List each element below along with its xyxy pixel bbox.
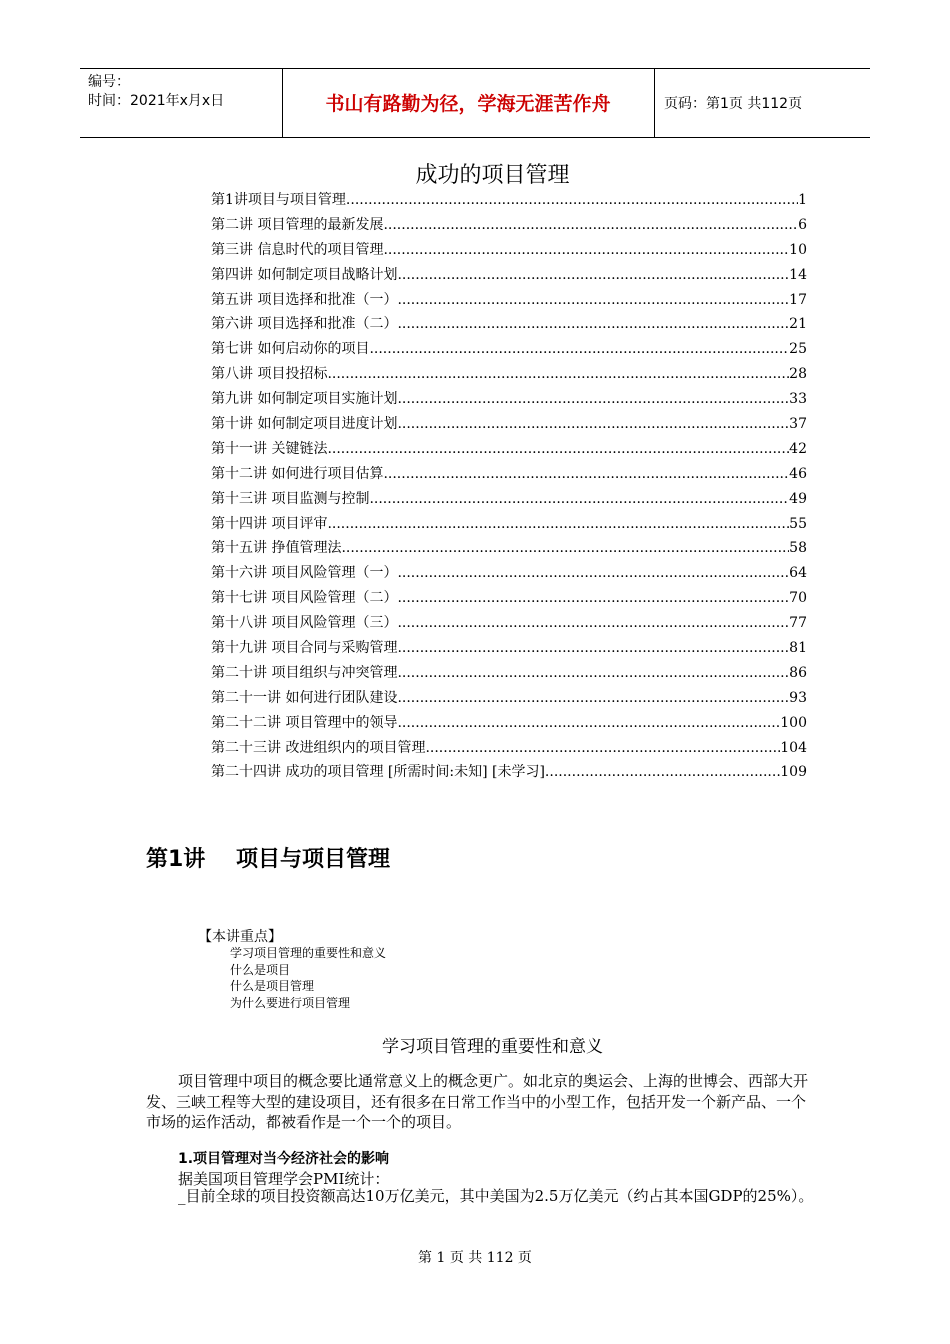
toc-entry[interactable] — [211, 437, 807, 462]
toc-leader-dots — [397, 561, 789, 586]
toc-entry[interactable] — [211, 337, 807, 362]
focus-label: 【本讲重点】 — [198, 929, 282, 945]
toc-leader-dots — [397, 611, 789, 636]
header-divider — [654, 69, 655, 137]
toc-entry-title: 第1讲项目与项目管理 — [211, 192, 346, 208]
toc-entry-page: 46 — [789, 465, 807, 482]
subsection-title: 1.项目管理对当今经济社会的影响 — [178, 1151, 390, 1167]
toc-entry-page: 37 — [789, 416, 807, 433]
body-line: 据美国项目管理学会PMI统计： — [178, 1170, 390, 1188]
toc-entry-title: 第十八讲 项目风险管理（三） — [211, 615, 398, 632]
toc-leader-dots — [397, 263, 789, 288]
toc-entry-page: 86 — [789, 664, 807, 681]
focus-item: 什么是项目管理 — [230, 979, 315, 993]
toc-leader-dots — [397, 387, 789, 412]
toc-entry[interactable] — [211, 760, 807, 785]
time-label: 时间：2021年x月x日 — [88, 93, 225, 109]
toc-entry-title: 第九讲 如何制定项目实施计划 — [211, 391, 398, 408]
intro-paragraph: 项目管理中项目的概念要比通常意义上的概念更广。如北京的奥运会、上海的世博会、西部大开发、三峡工程等大型的建设项目，还有很多在日常工作当中的小型工作，包括开发一个新产品、一个市场的运作活动，都被看作是一个一个的项目。 — [146, 1072, 809, 1131]
toc-leader-dots — [327, 362, 789, 387]
toc-leader-dots — [369, 487, 789, 512]
toc-entry-title: 第十七讲 项目风险管理（二） — [211, 590, 398, 607]
toc-entry-title: 第十三讲 项目监测与控制 — [211, 490, 370, 507]
toc-entry[interactable] — [211, 263, 807, 288]
toc-entry[interactable] — [211, 661, 807, 686]
toc-entry[interactable] — [211, 536, 807, 561]
toc-entry[interactable] — [211, 586, 807, 611]
toc-leader-dots — [369, 337, 789, 362]
page-footer: 第 1 页 共 112 页 — [418, 1250, 532, 1266]
focus-item: 什么是项目 — [230, 962, 291, 977]
toc-entry-title: 第十六讲 项目风险管理（一） — [211, 565, 398, 582]
toc-entry-page: 28 — [789, 366, 807, 383]
toc-leader-dots — [397, 686, 789, 711]
toc-entry[interactable] — [211, 362, 807, 387]
toc-entry[interactable] — [211, 238, 807, 263]
toc-leader-dots — [425, 736, 780, 761]
toc-entry-page: 64 — [789, 565, 807, 582]
toc-leader-dots — [327, 437, 789, 462]
table-of-contents — [211, 188, 807, 785]
toc-entry-title: 第五讲 项目选择和批准（一） — [211, 291, 398, 308]
toc-entry[interactable] — [211, 312, 807, 337]
toc-entry-title: 第三讲 信息时代的项目管理 — [211, 241, 384, 258]
header-meta — [88, 73, 224, 111]
toc-entry-title: 第十五讲 挣值管理法 — [211, 540, 342, 557]
toc-leader-dots — [346, 188, 798, 213]
toc-leader-dots — [397, 711, 780, 736]
toc-entry-page: 14 — [789, 266, 807, 283]
toc-leader-dots — [341, 536, 789, 561]
toc-entry[interactable] — [211, 561, 807, 586]
toc-entry[interactable] — [211, 636, 807, 661]
toc-leader-dots — [397, 586, 789, 611]
toc-entry-title: 第十九讲 项目合同与采购管理 — [211, 640, 398, 657]
number-label: 编号： — [88, 74, 130, 90]
toc-leader-dots — [383, 462, 789, 487]
toc-leader-dots — [397, 661, 789, 686]
toc-leader-dots — [383, 238, 789, 263]
toc-entry-page: 49 — [789, 490, 807, 507]
toc-entry-title: 第六讲 项目选择和批准（二） — [211, 316, 398, 333]
toc-entry[interactable] — [211, 611, 807, 636]
toc-entry[interactable] — [211, 387, 807, 412]
toc-entry-page: 55 — [789, 515, 807, 532]
toc-entry-title: 第二十四讲 成功的项目管理 [所需时间:未知] [未学习] — [211, 764, 545, 781]
toc-entry-page: 42 — [789, 440, 807, 457]
toc-entry-page: 100 — [780, 714, 807, 731]
toc-leader-dots — [545, 760, 780, 785]
toc-entry[interactable] — [211, 213, 807, 238]
toc-leader-dots — [397, 288, 789, 313]
toc-entry[interactable] — [211, 462, 807, 487]
toc-leader-dots — [397, 412, 789, 437]
toc-entry-title: 第十讲 如何制定项目进度计划 — [211, 416, 398, 433]
toc-entry-title: 第八讲 项目投招标 — [211, 366, 328, 383]
header-page-info: 页码：第1页 共112页 — [664, 96, 803, 112]
toc-entry-page: 93 — [789, 689, 807, 706]
toc-entry-page: 109 — [780, 764, 807, 781]
toc-leader-dots — [383, 213, 798, 238]
header-motto: 书山有路勤为径，学海无涯苦作舟 — [325, 93, 611, 115]
focus-item: 学习项目管理的重要性和意义 — [230, 946, 387, 960]
body-paragraph: _目前全球的项目投资额高达10万亿美元，其中美国为2.5万亿美元（约占其本国GDP的25%）。 — [178, 1187, 814, 1205]
toc-entry[interactable] — [211, 686, 807, 711]
toc-entry-page: 33 — [789, 391, 807, 408]
toc-entry-title: 第二十一讲 如何进行团队建设 — [211, 689, 398, 706]
toc-entry-page: 58 — [789, 540, 807, 557]
toc-entry-page: 6 — [798, 216, 807, 233]
toc-entry[interactable] — [211, 412, 807, 437]
toc-leader-dots — [397, 312, 789, 337]
toc-entry[interactable] — [211, 736, 807, 761]
document-title: 成功的项目管理 — [415, 163, 570, 188]
toc-entry-title: 第十二讲 如何进行项目估算 — [211, 465, 384, 482]
toc-leader-dots — [397, 636, 789, 661]
toc-entry-page: 70 — [789, 590, 807, 607]
toc-entry-title: 第十一讲 关键链法 — [211, 440, 328, 457]
toc-entry-title: 第四讲 如何制定项目战略计划 — [211, 266, 398, 283]
toc-entry-title: 第二十二讲 项目管理中的领导 — [211, 714, 398, 731]
toc-entry-page: 25 — [789, 341, 807, 358]
toc-entry-page: 81 — [789, 640, 807, 657]
toc-entry[interactable] — [211, 512, 807, 537]
toc-entry-page: 104 — [780, 739, 807, 756]
toc-entry[interactable] — [211, 288, 807, 313]
toc-entry[interactable] — [211, 188, 807, 213]
toc-entry[interactable] — [211, 487, 807, 512]
toc-entry-title: 第二讲 项目管理的最新发展 — [211, 216, 384, 233]
toc-entry-page: 10 — [789, 241, 807, 258]
toc-entry-title: 第十四讲 项目评审 — [211, 515, 328, 532]
lecture-title: 第1讲 项目与项目管理 — [146, 847, 390, 872]
toc-entry-page: 77 — [789, 615, 807, 632]
toc-entry-title: 第二十三讲 改进组织内的项目管理 — [211, 739, 426, 756]
focus-item: 为什么要进行项目管理 — [230, 995, 351, 1010]
toc-entry-page: 1 — [798, 192, 807, 208]
toc-entry-page: 17 — [789, 291, 807, 308]
toc-entry[interactable] — [211, 711, 807, 736]
toc-entry-page: 21 — [789, 316, 807, 333]
section-title: 学习项目管理的重要性和意义 — [382, 1037, 603, 1057]
focus-list — [230, 945, 386, 1011]
toc-entry-title: 第七讲 如何启动你的项目 — [211, 341, 370, 358]
toc-entry-title: 第二十讲 项目组织与冲突管理 — [211, 664, 398, 681]
page-header — [80, 68, 870, 138]
toc-leader-dots — [327, 512, 789, 537]
